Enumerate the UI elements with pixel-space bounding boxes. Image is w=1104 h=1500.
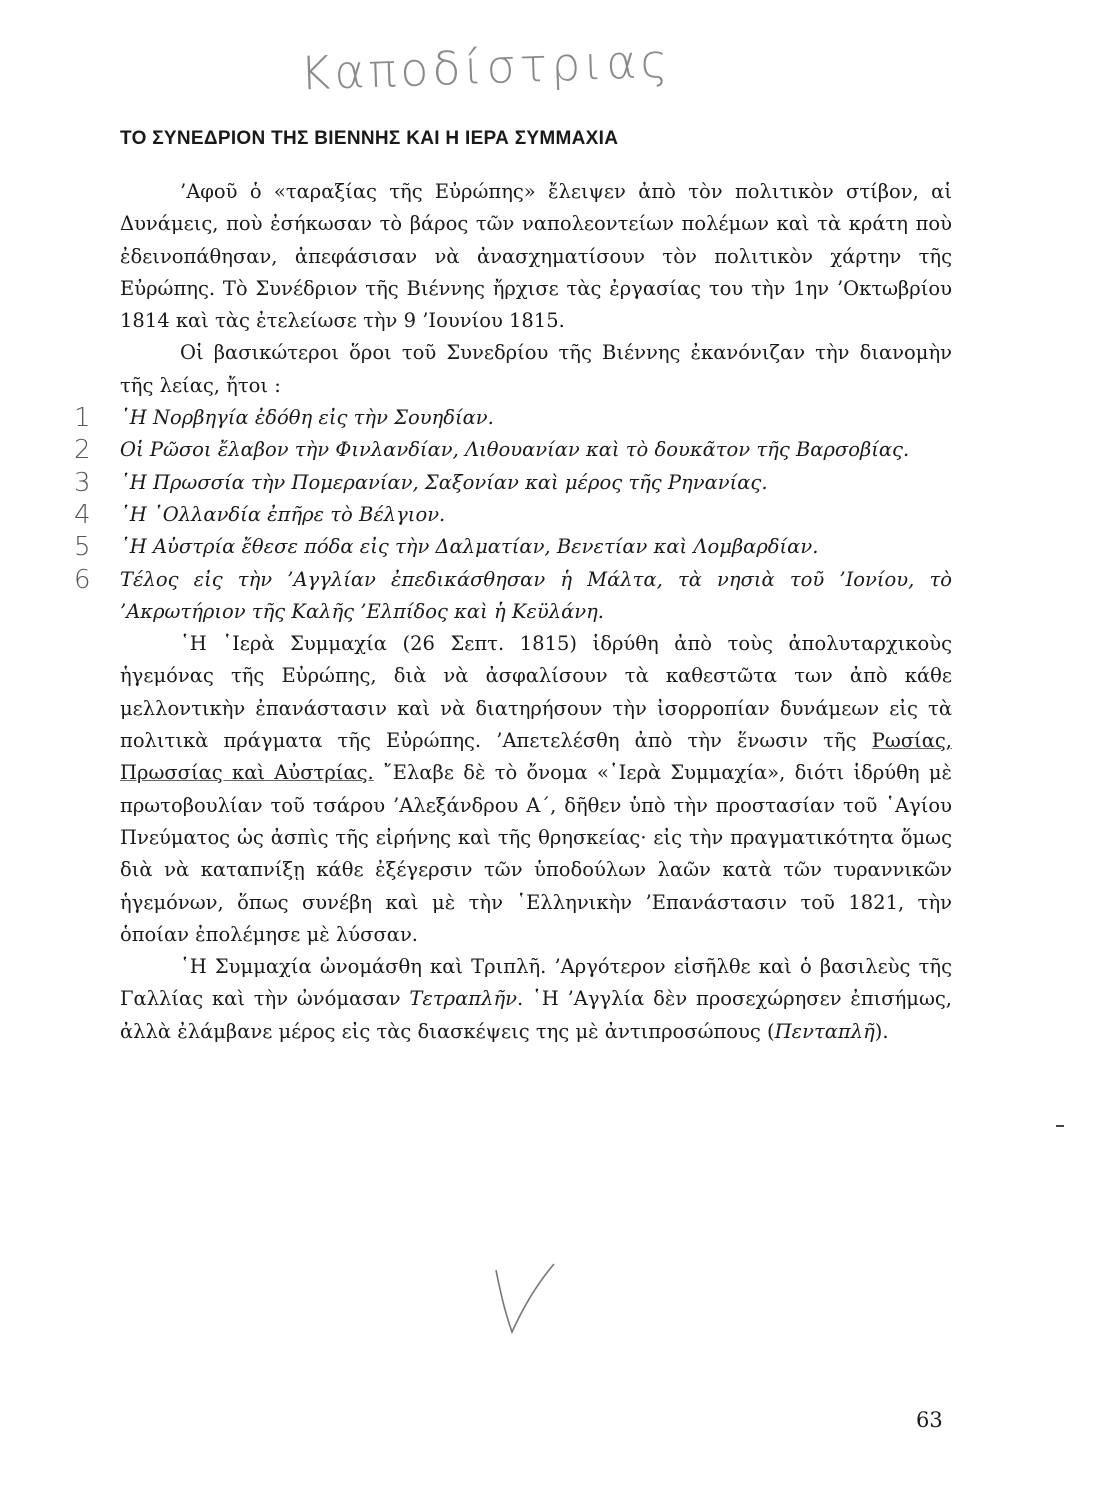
paragraph-holy-alliance	[120, 628, 952, 951]
list-item-text: Οἱ Ρῶσοι ἔλαβον τὴν Φινλανδίαν, Λιθουανίαν καὶ τὸ δουκᾶτον τῆς Βαρσοβίας.	[120, 438, 910, 462]
paragraph-terms-intro: Οἱ βασικώτεροι ὅροι τοῦ Συνεδρίου τῆς Βιέννης ἐκανόνιζαν τὴν διανομὴν τῆς λείας, ἤτοι :	[120, 341, 952, 397]
italic-term: Τετραπλῆν	[409, 987, 517, 1011]
list-item-text: Τέλος εἰς τὴν ’Αγγλίαν ἐπεδικάσθησαν ἡ Μάλτα, τὰ νησιὰ τοῦ ’Ιονίου, τὸ ’Ακρωτήριον τῆς Καλῆς ’Ελπίδος καὶ ἡ Κεϋλάνη.	[120, 567, 952, 623]
list-item-text: ῾Η Πρωσσία τὴν Πομερανίαν, Σαξονίαν καὶ μέρος τῆς Ρηνανίας.	[120, 470, 768, 494]
handwritten-annotation: Καποδίστριας	[299, 33, 673, 101]
handwritten-number: 4	[74, 499, 91, 530]
list-item	[74, 434, 952, 466]
list-item-text: ῾Η Νορβηγία ἐδόθη εἰς τὴν Σουηδίαν.	[120, 406, 494, 430]
text-run: ῾Η Συμμαχία ὠνομάσθη καὶ Τριπλῆ. ’Αργότερον εἰσῆλθε καὶ ὁ βασιλεὺς τῆς Γαλλίας καὶ τὴν ὠνόμασαν	[120, 955, 952, 1011]
list-item-text: ῾Η ῾Ολλανδία ἐπῆρε τὸ Βέλγιον.	[120, 502, 446, 526]
handwritten-number: 3	[74, 467, 91, 498]
text-run: ῎Ελαβε δὲ τὸ ὄνομα «῾Ιερὰ Συμμαχία», διότι ἱδρύθη μὲ πρωτοβουλίαν τοῦ τσάρου ’Αλεξάνδρου Α΄, δῆθεν ὑπὸ τὴν προστασίαν τοῦ ῾Αγίου Πνεύματος ὡς ἀσπὶς τῆς εἰρήνης καὶ τῆς θρησκείας· εἰς τὴν πραγματικότητα ὅμως διὰ νὰ καταπνίξῃ κάθε ἐξέγερσιν τῶν ὑποδούλων λαῶν κατὰ τῶν τυραννικῶν ἡγεμόνων, ὅπως συνέβη καὶ μὲ τὴν ῾Ελληνικὴν ’Επανάστασιν τοῦ 1821, τὴν ὁποίαν ἐπολέμησε μὲ λύσσαν.	[120, 761, 953, 946]
page-title: ΤΟ ΣΥΝΕΔΡΙΟΝ ΤΗΣ ΒΙΕΝΝΗΣ ΚΑΙ Η ΙΕΡΑ ΣΥΜΜΑΧΙΑ	[120, 128, 619, 149]
list-item-text: ῾Η Αὐστρία ἔθεσε πόδα εἰς τὴν Δαλματίαν, Βενετίαν καὶ Λομβαρδίαν.	[120, 535, 819, 559]
terms-list	[74, 402, 952, 628]
paragraph-alliance-names	[120, 951, 952, 1048]
text-run: ).	[874, 1019, 889, 1043]
page-number: 63	[916, 1408, 943, 1432]
list-item	[74, 402, 952, 434]
handwritten-number: 2	[74, 435, 91, 466]
handwritten-number: 1	[74, 403, 91, 434]
margin-mark	[1056, 1125, 1064, 1127]
text-run: . ῾Η ’Αγγλία δὲν προσεχώρησεν ἐπισήμως, ἀλλὰ ἐλάμβανε μέρος εἰς τὰς διασκέψεις της μὲ ἀντιπροσώπους (	[120, 987, 952, 1043]
list-item	[74, 564, 952, 629]
list-item	[74, 531, 952, 563]
italic-term: Πενταπλῆ	[774, 1019, 875, 1043]
underlined-text: Ρωσίας, Πρωσσίας καὶ Αὐστρίας.	[120, 729, 952, 785]
handwritten-number: 5	[74, 532, 91, 563]
paragraph-intro: ’Αφοῦ ὁ «ταραξίας τῆς Εὐρώπης» ἔλειψεν ἀπὸ τὸν πολιτικὸν στίβον, αἱ Δυνάμεις, ποὺ ἐσήκωσαν τὸ βάρος τῶν ναπολεοντείων πολέμων καὶ τὰ κράτη ποὺ ἐδεινοπάθησαν, ἀπεφάσισαν νὰ ἀνασχηματίσουν τὸν πολιτικὸν χάρτην τῆς Εὐρώπης. Τὸ Συνέδριον τῆς Βιέννης ἤρχισε τὰς ἐργασίας του τὴν 1ην ’Οκτωβρίου 1814 καὶ τὰς ἐτελείωσε τὴν 9 ’Ιουνίου 1815.	[120, 180, 952, 333]
checkmark-icon	[490, 1260, 560, 1340]
list-item	[74, 499, 952, 531]
handwritten-number: 6	[74, 564, 91, 595]
list-item	[74, 467, 952, 499]
text-run: ῾Η ῾Ιερὰ Συμμαχία (26 Σεπτ. 1815) ἱδρύθη ἀπὸ τοὺς ἀπολυταρχικοὺς ἡγεμόνας τῆς Εὐρώπης, διὰ νὰ ἀσφαλίσουν τὰ καθεστῶτα των ἀπὸ κάθε μελλοντικὴν ἐπανάστασιν καὶ νὰ διατηρήσουν τὴν ἰσορροπίαν δυνάμεων εἰς τὰ πολιτικὰ πράγματα τῆς Εὐρώπης. ’Απετελέσθη ἀπὸ τὴν ἕνωσιν τῆς	[120, 632, 952, 753]
body-text	[74, 176, 953, 1048]
